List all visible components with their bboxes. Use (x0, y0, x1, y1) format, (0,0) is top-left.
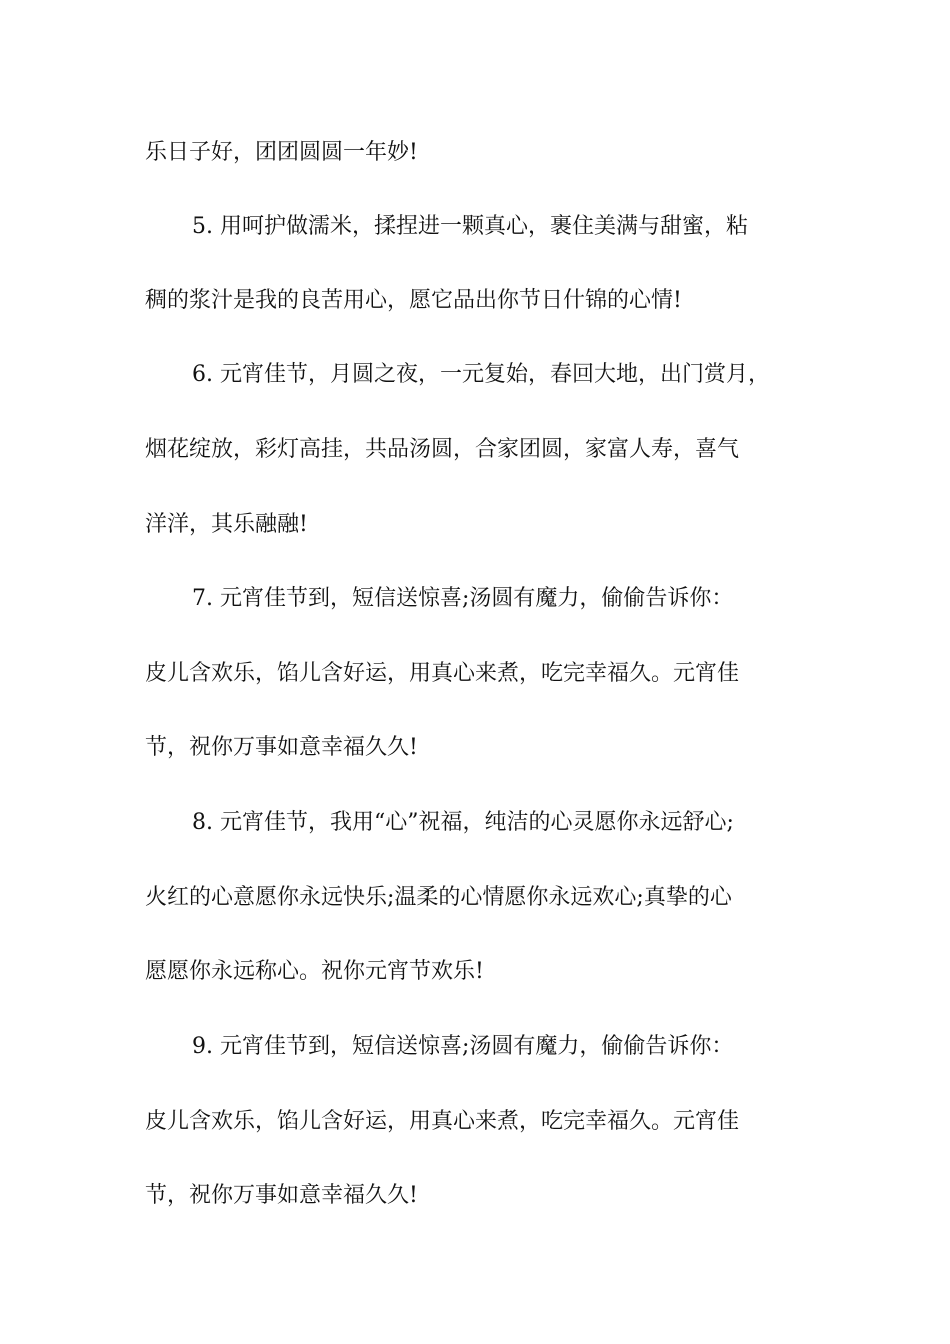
text-line: 乐日子好，团团圆圆一年妙! (145, 140, 418, 165)
list-item-8-line-1: 8. 元宵佳节，我用“心”祝福，纯洁的心灵愿你永远舒心; (192, 810, 734, 835)
text-line: 愿愿你永远称心。祝你元宵节欢乐! (145, 959, 484, 984)
text-line: 火红的心意愿你永远快乐;温柔的心情愿你永远欢心;真挚的心 (145, 885, 732, 910)
text-line: 皮儿含欢乐，馅儿含好运，用真心来煮，吃完幸福久。元宵佳 (145, 661, 740, 686)
list-item-9-line-1: 9. 元宵佳节到，短信送惊喜;汤圆有魔力，偷偷告诉你： (192, 1034, 734, 1059)
list-item-6-line-1: 6. 元宵佳节，月圆之夜，一元复始，春回大地，出门赏月， (192, 362, 770, 387)
text-line: 稠的浆汁是我的良苦用心，愿它品出你节日什锦的心情! (145, 288, 682, 313)
list-item-5-line-1: 5. 用呵护做濡米，揉捏进一颗真心，裹住美满与甜蜜，粘 (192, 214, 748, 239)
text-line: 洋洋，其乐融融! (145, 512, 308, 537)
text-line: 节，祝你万事如意幸福久久! (145, 735, 418, 760)
list-item-7-line-1: 7. 元宵佳节到，短信送惊喜;汤圆有魔力，偷偷告诉你： (192, 586, 734, 611)
text-line: 节，祝你万事如意幸福久久! (145, 1183, 418, 1208)
text-line: 烟花绽放，彩灯高挂，共品汤圆，合家团圆，家富人寿，喜气 (145, 437, 740, 462)
text-line: 皮儿含欢乐，馅儿含好运，用真心来煮，吃完幸福久。元宵佳 (145, 1109, 740, 1134)
